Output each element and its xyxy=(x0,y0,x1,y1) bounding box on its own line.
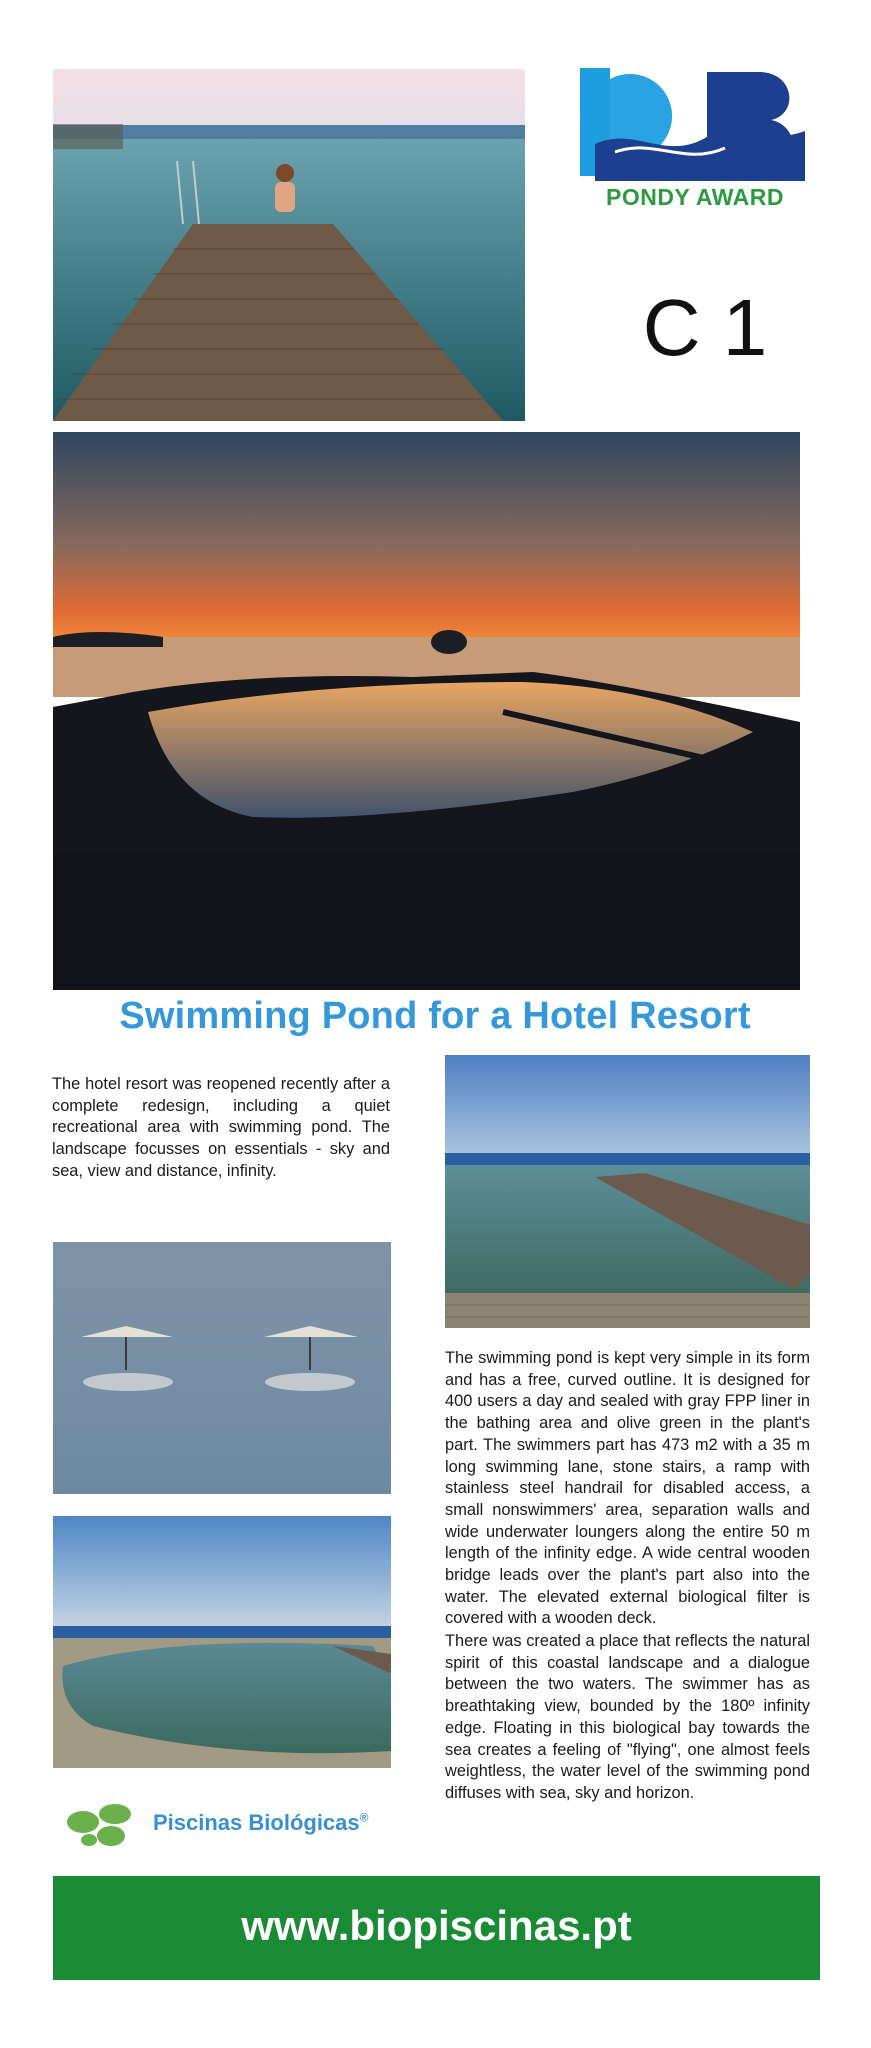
body-paragraph-1: The swimming pond is kept very simple in its form and has a free, curved outline. It is designed for 400 users a day and sealed with gray FPP liner in the bathing area and olive green in the plant's part. The swimmers part has 473 m2 with a 35 m long swimming lane, stone stairs, a ramp with stainless steel handrail for disabled access, a small nonswimmers' area, separation walls and wide underwater loungers along the entire 50 m length of the infinity edge. A wide central wooden bridge leads over the plant's part also into the water. The elevated external biological filter is covered with a wooden deck. xyxy=(445,1349,810,1628)
leaf-logo-icon xyxy=(65,1800,145,1848)
pondy-award-logo xyxy=(575,66,815,216)
photo-sunset-pond xyxy=(53,432,800,990)
brand-name: Piscinas Biológicas® xyxy=(153,1810,369,1835)
piscinas-biologicas-brand xyxy=(65,1800,400,1848)
website-url[interactable]: www.biopiscinas.pt xyxy=(241,1902,632,1949)
intro-paragraph: The hotel resort was reopened recently after a complete redesign, including a quiet recreational area with swimming pond. The landscape focusses on essentials - sky and sea, view and distance, infinity. xyxy=(52,1075,390,1180)
photo-curved-pond xyxy=(53,1516,391,1768)
photo-deck-woman xyxy=(53,69,525,421)
category-code: C 1 xyxy=(642,283,768,372)
page-title: Swimming Pond for a Hotel Resort xyxy=(119,995,751,1037)
logo-caption: PONDY AWARD xyxy=(605,184,785,210)
footer-banner xyxy=(53,1876,820,1980)
photo-umbrellas xyxy=(53,1242,391,1494)
photo-pond-bridge xyxy=(445,1055,810,1328)
body-paragraph-2: There was created a place that reflects the natural spirit of this coastal landscape and a dialogue between the two waters. The swimmer has as breathtaking view, bounded by the 180º infinity edge. Floating in this biological bay towards the sea creates a feeling of "flying", one almost feels weightless, the water level of the swimming pond diffuses with sea, sky and horizon. xyxy=(445,1632,810,1802)
